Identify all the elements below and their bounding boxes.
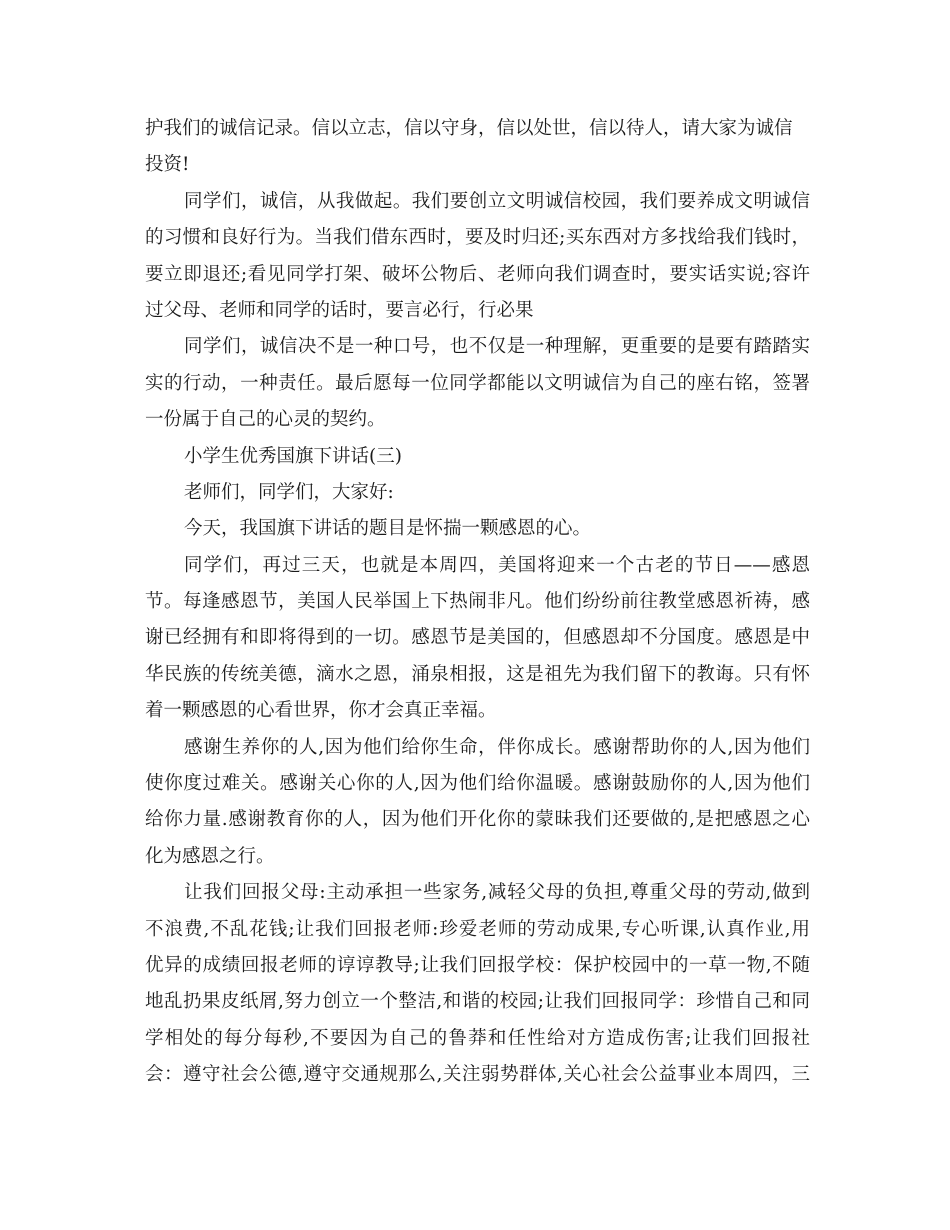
text-line: 护我们的诚信记录。信以立志，信以守身，信以处世，信以待人，请大家为诚信	[145, 118, 793, 139]
text-line: 会：遵守社会公德,遵守交通规那么,关注弱势群体,关心社会公益事业本周四，三	[145, 1064, 810, 1086]
text-line: 不浪费,不乱花钱;让我们回报老师:珍爱老师的劳动成果,专心听课,认真作业,用	[145, 918, 810, 940]
text-line: 学相处的每分每秒,不要因为自己的鲁莽和任性给对方造成伤害;让我们回报社	[145, 1027, 810, 1049]
section-heading: 小学生优秀国旗下讲话(三)	[184, 445, 402, 467]
text-line: 给你力量.感谢教育你的人，因为他们开化你的蒙昧我们还要做的,是把感恩之心	[145, 809, 810, 831]
text-line: 要立即退还;看见同学打架、破坏公物后、老师向我们调查时，要实话实说;容许	[145, 263, 810, 285]
document-body	[145, 111, 810, 1094]
text-line: 优异的成绩回报老师的谆谆教导;让我们回报学校：保护校园中的一草一物,不随	[145, 954, 810, 976]
text-line: 华民族的传统美德，滴水之恩，涌泉相报，这是祖先为我们留下的教诲。只有怀	[145, 663, 810, 685]
text-line: 节。每逢感恩节，美国人民举国上下热闹非凡。他们纷纷前往教堂感恩祈祷，感	[145, 591, 810, 613]
paragraph-first-line: 今天，我国旗下讲话的题目是怀揣一颗感恩的心。	[184, 518, 592, 540]
text-line: 一份属于自己的心灵的契约。	[145, 409, 386, 431]
text-line: 谢已经拥有和即将得到的一切。感恩节是美国的，但感恩却不分国度。感恩是中	[145, 627, 810, 649]
paragraph-first-line: 同学们，再过三天，也就是本周四，美国将迎来一个古老的节日——感恩	[184, 554, 810, 576]
text-line: 的习惯和良好行为。当我们借东西时，要及时归还;买东西对方多找给我们钱时，	[145, 227, 810, 249]
text-line: 过父母、老师和同学的话时，要言必行，行必果	[145, 299, 534, 321]
greeting-line: 老师们，同学们，大家好:	[184, 481, 394, 503]
text-line: 投资!	[145, 154, 190, 176]
paragraph-first-line: 同学们，诚信，从我做起。我们要创立文明诚信校园，我们要养成文明诚信	[184, 190, 810, 212]
paragraph-first-line: 同学们，诚信决不是一种口号，也不仅是一种理解，更重要的是要有踏踏实	[184, 336, 810, 358]
text-line: 地乱扔果皮纸屑,努力创立一个整洁,和谐的校园;让我们回报同学：珍惜自己和同	[145, 991, 810, 1013]
text-line: 使你度过难关。感谢关心你的人,因为他们给你温暖。感谢鼓励你的人,因为他们	[145, 773, 810, 795]
text-line: 着一颗感恩的心看世界，你才会真正幸福。	[145, 700, 497, 722]
text-line: 化为感恩之行。	[145, 845, 275, 867]
paragraph-first-line: 感谢生养你的人,因为他们给你生命，伴你成长。感谢帮助你的人,因为他们	[184, 736, 810, 758]
paragraph-first-line: 让我们回报父母:主动承担一些家务,减轻父母的负担,尊重父母的劳动,做到	[184, 882, 810, 904]
text-line: 实的行动，一种责任。最后愿每一位同学都能以文明诚信为自己的座右铭，签署	[145, 372, 810, 394]
